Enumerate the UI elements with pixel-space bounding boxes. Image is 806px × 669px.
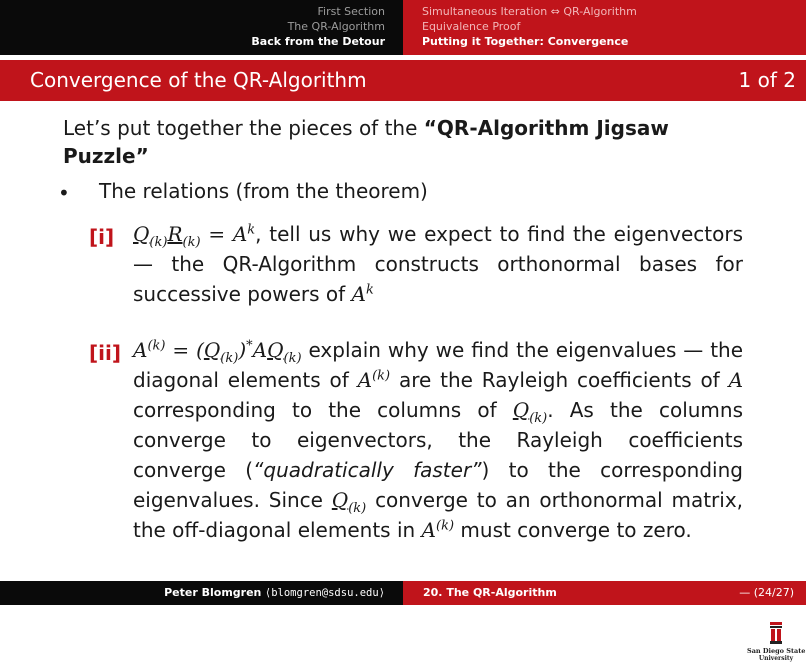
math-similarity: $A^{(k)} = (Q_{(k)})^*AQ_{(k)}$ — [133, 338, 302, 366]
item-i-text: , tell us why we expect to find the eigenvectors — the QR-Algorithm constructs orthonormal bases for successive powers of — [133, 222, 743, 306]
intro-emphasis: “QR-Algorithm Jigsaw Puzzle” — [63, 116, 669, 168]
intro-paragraph — [63, 114, 753, 170]
nav-item-qr-algorithm[interactable]: The QR-Algorithm — [287, 20, 385, 33]
logo-line-1: San Diego State — [747, 647, 806, 655]
item-ii-text-6: converge to an orthonormal matrix, the off-diagonal elements in — [133, 488, 744, 542]
footer-author-block — [0, 581, 403, 605]
item-ii-text-7: must converge to zero. — [460, 518, 692, 542]
nav-item-equivalence-proof[interactable]: Equivalence Proof — [422, 20, 521, 33]
math-qr-product: $Q_{(k)}R_{(k)} = A^k$ — [133, 222, 256, 250]
university-logo — [747, 621, 805, 669]
math-a-power-k: $A^k$ — [351, 282, 374, 306]
item-ii-body — [133, 335, 743, 545]
item-ii-text-4: . As the columns converge to eigenvectors, the Rayleigh coefficients converge ( — [133, 398, 744, 482]
navigation-header — [0, 0, 806, 55]
frame-page-number: 1 of 2 — [738, 68, 796, 92]
item-ii-text-2: are the Rayleigh coefficients of — [398, 368, 720, 392]
subsection-nav — [403, 0, 806, 55]
bullet-icon: • — [58, 181, 70, 205]
frame-title: Convergence of the QR-Algorithm — [30, 68, 367, 92]
item-ii-label: [ii] — [89, 341, 121, 365]
item-ii-text-1: explain why we find the eigenvalues — the diagonal elements of — [133, 338, 744, 392]
frame-title-bar — [0, 60, 806, 101]
math-q-k: $Q_{(k)}$ — [512, 398, 548, 426]
item-i-label: [i] — [89, 225, 115, 249]
item-i-body — [133, 219, 743, 309]
nav-item-first-section[interactable]: First Section — [317, 5, 385, 18]
nav-item-back-from-detour[interactable]: Back from the Detour — [251, 35, 385, 48]
math-q-k-2: $Q_{(k)}$ — [331, 488, 367, 516]
math-a-k-2: $A^{(k)}$ — [421, 518, 455, 542]
logo-line-2: University — [758, 655, 794, 662]
item-ii-text-3: corresponding to the columns of — [133, 398, 497, 422]
footer-email: ⟨blomgren@sdsu.edu⟩ — [264, 587, 385, 599]
section-nav — [0, 0, 403, 55]
footer-talk-block — [403, 581, 806, 605]
footer-page-number: — (24/27) — [739, 586, 794, 599]
intro-text: Let’s put together the pieces of the — [63, 116, 418, 140]
item-ii-quote: “quadratically faster” — [253, 458, 482, 482]
item-ii-text-5: ) to the corresponding eigenvalues. Since — [133, 458, 743, 512]
bullet-text: The relations (from the theorem) — [99, 179, 428, 203]
footer-talk-title: 20. The QR-Algorithm — [423, 586, 557, 599]
footer-bar — [0, 581, 806, 605]
math-a: A — [728, 368, 744, 392]
nav-item-convergence[interactable]: Putting it Together: Convergence — [422, 35, 629, 48]
footer-author: Peter Blomgren — [164, 586, 262, 599]
nav-item-simultaneous-iteration[interactable]: Simultaneous Iteration ⇔ QR-Algorithm — [422, 5, 637, 18]
math-a-k: $A^{(k)}$ — [357, 368, 391, 392]
sdsu-emblem-icon — [768, 621, 784, 645]
